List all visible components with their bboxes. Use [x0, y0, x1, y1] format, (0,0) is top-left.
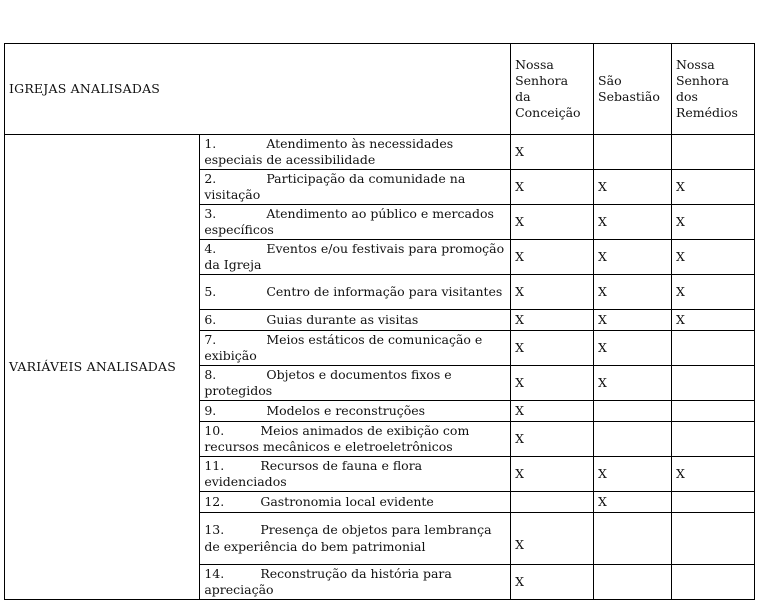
mark-cell [594, 565, 672, 600]
mark-cell [671, 135, 754, 170]
variable-number: 1. [204, 135, 217, 151]
mark-cell: X [511, 565, 594, 600]
comparison-table [4, 43, 755, 600]
variable-label: Gastronomia local evidente [260, 493, 434, 509]
mark-cell: X [594, 331, 672, 366]
variable-cell [200, 457, 511, 492]
mark-cell: X [594, 310, 672, 331]
variable-label: Modelos e reconstruções [266, 402, 426, 418]
variable-cell [200, 170, 511, 205]
mark-cell [671, 366, 754, 401]
church-header-3 [671, 44, 754, 135]
variable-label: Participação da comunidade na visitação [204, 170, 466, 202]
variable-label: Guias durante as visitas [266, 311, 419, 327]
mark-cell: X [594, 170, 672, 205]
variable-label: Meios animados de exibição com recursos mecânicos e eletroeletrônicos [204, 422, 470, 454]
church-header-line: Remédios [675, 105, 738, 121]
variable-label: Atendimento ao público e mercados específicos [204, 205, 494, 237]
variable-number: 6. [204, 311, 217, 327]
church-header-line: Nossa [675, 56, 715, 72]
mark-cell: X [511, 310, 594, 331]
variable-number: 13. [204, 522, 225, 538]
mark-cell: X [594, 492, 672, 513]
variable-label: Objetos e documentos fixos e protegidos [204, 366, 452, 398]
mark-cell: X [671, 205, 754, 240]
mark-cell: X [511, 422, 594, 457]
church-header-line: dos [675, 89, 698, 104]
variable-label: Meios estáticos de comunicação e exibição [204, 331, 483, 363]
variable-number: 7. [204, 331, 217, 347]
variable-label: Presença de objetos para lembrança de experiência do bem patrimonial [204, 522, 492, 554]
mark-cell [671, 492, 754, 513]
header-row [5, 44, 755, 135]
church-header-line: da [515, 89, 531, 104]
church-header-line: Conceição [515, 105, 581, 121]
variable-cell [200, 492, 511, 513]
variable-cell [200, 310, 511, 331]
mark-cell: X [594, 366, 672, 401]
mark-cell: X [671, 170, 754, 205]
mark-cell [511, 492, 594, 513]
mark-cell: X [511, 331, 594, 366]
variable-cell [200, 366, 511, 401]
variable-label: Recursos de fauna e flora evidenciados [204, 457, 423, 489]
mark-cell: X [511, 240, 594, 275]
mark-cell [671, 513, 754, 565]
variable-number: 10. [204, 422, 225, 438]
church-header-1 [511, 44, 594, 135]
mark-cell [594, 422, 672, 457]
variable-number: 12. [204, 493, 225, 509]
variable-cell [200, 513, 511, 565]
variable-cell [200, 275, 511, 310]
variable-label: Eventos e/ou festivais para promoção da Igreja [204, 240, 505, 272]
mark-cell: X [594, 240, 672, 275]
church-header-line: Sebastião [598, 89, 660, 104]
mark-cell: X [671, 310, 754, 331]
variable-label: Reconstrução da história para apreciação [204, 565, 452, 597]
variable-number: 11. [204, 457, 225, 473]
variable-cell [200, 565, 511, 600]
church-header-line: São [598, 72, 622, 88]
mark-cell [671, 422, 754, 457]
variable-number: 8. [204, 366, 217, 382]
mark-cell: X [511, 366, 594, 401]
variable-cell [200, 422, 511, 457]
variable-cell [200, 401, 511, 422]
mark-cell: X [594, 205, 672, 240]
church-header-line: Senhora [515, 72, 569, 88]
table-title: IGREJAS ANALISADAS [5, 44, 511, 135]
mark-cell: X [671, 457, 754, 492]
variable-number: 9. [204, 402, 217, 418]
variable-number: 14. [204, 565, 225, 581]
mark-cell [594, 135, 672, 170]
variable-number: 4. [204, 240, 217, 256]
mark-cell: X [594, 275, 672, 310]
table-row [5, 135, 755, 170]
mark-cell [594, 513, 672, 565]
church-header-line: Nossa [515, 56, 554, 72]
variable-label: Atendimento às necessidades especiais de acessibilidade [204, 135, 454, 167]
variable-cell [200, 205, 511, 240]
variable-cell [200, 135, 511, 170]
mark-cell: X [511, 205, 594, 240]
mark-cell: X [511, 457, 594, 492]
mark-cell [671, 565, 754, 600]
mark-cell [671, 401, 754, 422]
mark-cell [671, 331, 754, 366]
mark-cell [594, 401, 672, 422]
variable-cell [200, 240, 511, 275]
mark-cell: X [511, 401, 594, 422]
mark-cell: X [671, 275, 754, 310]
mark-cell: X [511, 170, 594, 205]
mark-cell: X [511, 135, 594, 170]
church-header-line: Senhora [675, 72, 729, 88]
mark-cell: X [671, 240, 754, 275]
variables-row-header: VARIÁVEIS ANALISADAS [5, 135, 200, 600]
variable-number: 5. [204, 283, 217, 299]
variable-label: Centro de informação para visitantes [266, 283, 503, 299]
mark-cell: X [511, 275, 594, 310]
variable-number: 3. [204, 205, 217, 221]
mark-cell: X [594, 457, 672, 492]
church-header-2 [594, 44, 672, 135]
table-body [5, 135, 755, 600]
mark-cell: X [511, 513, 594, 565]
variable-number: 2. [204, 170, 217, 186]
variable-cell [200, 331, 511, 366]
